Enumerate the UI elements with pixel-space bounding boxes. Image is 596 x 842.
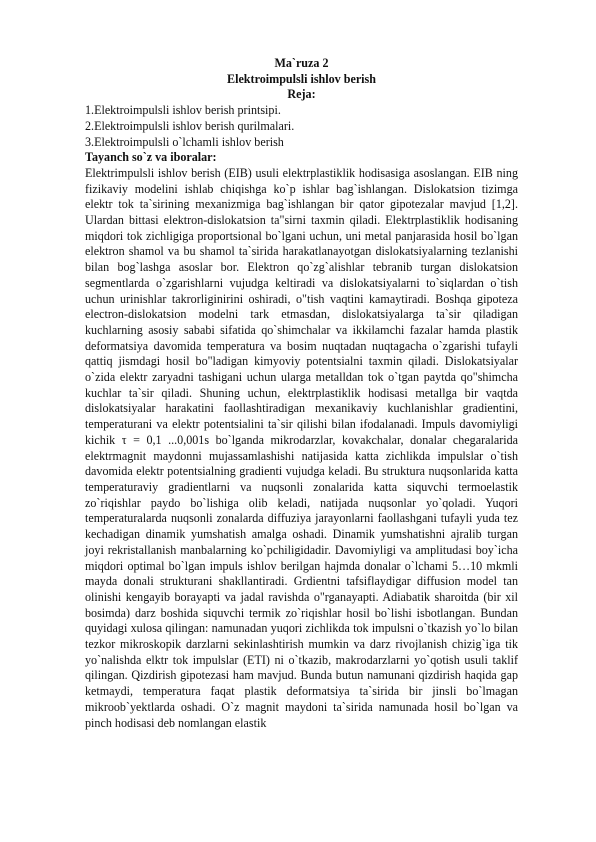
plan-item: 2.Elektroimpulsli ishlov berish qurilmalari.	[85, 118, 295, 133]
plan-item: 3.Elektroimpulsli o`lchamli ishlov berish	[85, 134, 284, 149]
document-title: Elektroimpulsli ishlov berish	[227, 71, 376, 86]
lecture-number: Ma`ruza 2	[274, 56, 329, 70]
document-page	[85, 56, 518, 731]
body-paragraph: Elektrimpulsli ishlov berish (EIB) usuli elektrplastiklik hodisasiga asoslangan. EIB ning fizikaviy modelini ishlab chiqishga ko`p ishlar bag`ishlangan. Dislokatsion tizimga elektr tok ta`sirining mexanizmiga bag`ishlangan bir qator gipotezalar mavjud [1,2]. Ulardan bittasi elektron-dislokatsion ta"sirni taxmin qiladi. Elektrplastiklik hodisaning miqdori tok zichligiga proportsional bo`lgani uchun, uni metal panjarasida hosil bo`lgan elektron shamol va bu shamol ta`sirida harakatlanayotgan dislokatsiyalarning tezlanishi bilan bog`lashga asoslar bor. Elektron qo`zg`alishlar tebranib turgan dislokatsion segmentlarda o`zgarishlarni vujudga keltiradi va dislokatsiyalarni to`siqlardan o`tish uchun urinishlar takrorliginirini oshiradi, o"tish vaqtini kamaytiradi. Boshqa gipoteza electron-dislokatsion modelni tark etmasdan, dislokatsiyalarga ta`sir qiladigan kuchlarning asosiy sababi sifatida qo`shimchalar va ikkilamchi fazalar hamda plastik deformatsiya davomida temperatura va bosim nuqtadan nuqtagacha o`zgarishi tufayli qattiq jismdagi hosil bo"ladigan kimyoviy potentsialni taxmin qiladi. Dislokatsiyalar o`zida elektr zaryadni tashigani uchun ularga metalldan tok o`tgan paytda qo"shimcha kuchlar ta`sir qiladi. Shuning uchun, elektrplastiklik hodisasi metallga bir vaqtda dislokatsiyalar harakatini faollashtiradigan mexanikaviy kuchlanishlar gradientini, temperaturani va elektr potentsialini ta`sir qilishi bilan ifodalanadi. Impuls davomiyligi kichik τ = 0,1 ...0,001s bo`lganda mikrodarzlar, kovakchalar, donalar chegaralarida elektrmagnit maydonni mujassamlashishi natijasida katta zichlikda impulslar o`tish davomida elektr potentsialning gradienti vujudga keladi. Bu struktura nuqsonlarida katta temperaturaviy gradientlarni va nuqsonli zonalarida katta siquvchi termoelastik zo`riqishlar paydo bo`lishiga olib keladi, natijada nuqsonlar yo`qoladi. Yuqori temperaturalarda nuqsonli zonalarda diffuziya jarayonlarni faollashgani tufayli yuda tez kechadigan dinamik yumshatish amalga oshadi. Dinamik yumshatishni ajralib turgan joyi rekristallanish manbalarning ko`pchiligidadir. Davomiyligi va amplitudasi boy`icha miqdori optimal bo`lgan impuls ishlov berilgan hajmda donalar o`lchami 5…10 mkmli mayda donali strukturani shakllantiradi. Grdientni tafsiflaydigar diffusion model tan olinishi kengayib borayapti va jadal ravishda o"rganayapti. Adiabatik sharoitda (bir xil bosimda) darz boshida siquvchi termik zo`riqishlar hosil bo`lishi isbotlangan. Bundan quyidagi xulosa qilingan: namunadan yuqori zichlikda tok impulsni o`tkazish yo`lo bilan tezkor mikroskopik darzlarni sekinlashtirish mumkin va darz rivojlanish chizig`iga tik yo`nalishda elktr tok impulslar (ETI) ni o`tkazib, makrodarzlarni yo`qotish usuli taklif qilingan. Qizdirish gipotezasi ham mavjud. Bunda butun namunani qizdirish haqida gap ketmaydi, temperatura faqat plastik deformatsiya ta`sirida bir jinsli bo`lmagan mikroob`yektlarda oshadi. O`z magnit maydoni ta`sirida namunada hosil bo`lgan va pinch hodisasi deb nomlangan elastik	[85, 165, 518, 730]
keywords-heading: Tayanch so`z va iboralar:	[85, 150, 217, 165]
plan-heading: Reja:	[287, 87, 316, 102]
plan-item: 1.Elektroimpulsli ishlov berish printsipi.	[85, 103, 281, 118]
